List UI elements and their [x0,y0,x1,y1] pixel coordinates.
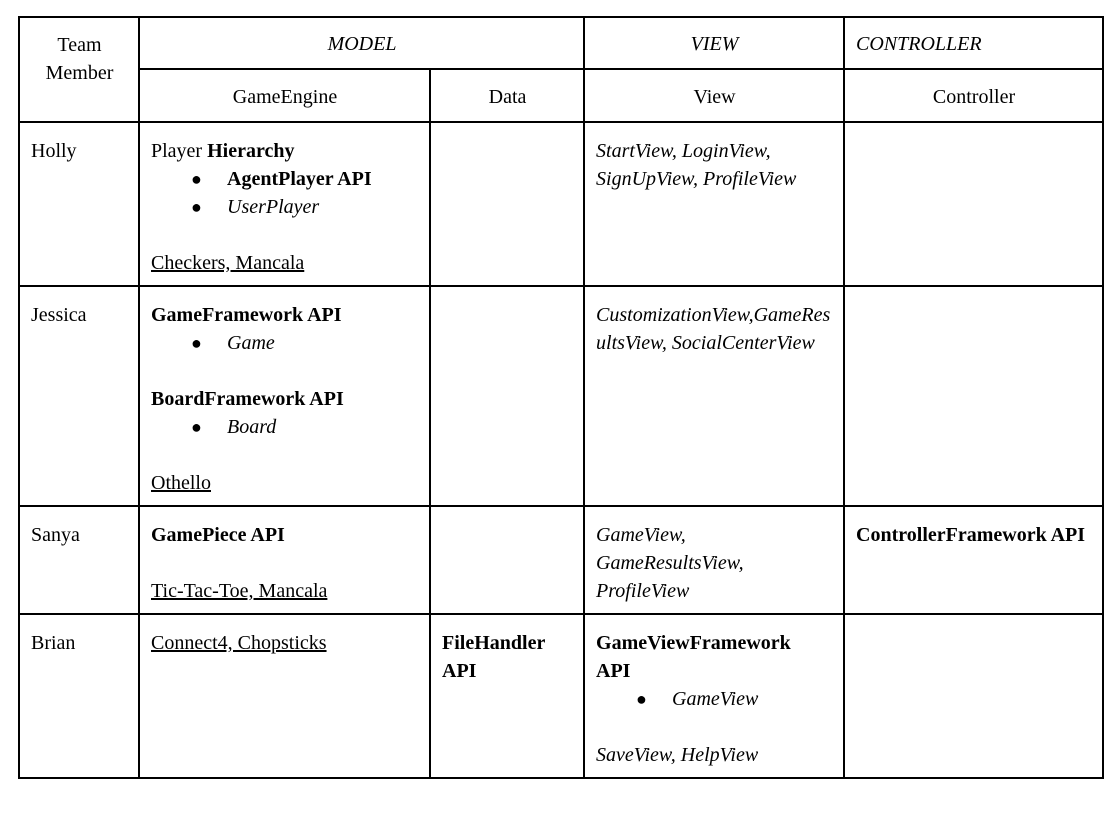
list-item: ● AgentPlayer API [151,165,419,193]
gameengine-cell [139,286,430,506]
data-cell: FileHandler API [430,614,584,778]
games-link[interactable]: Othello [151,472,211,494]
games-link[interactable]: Connect4, Chopsticks [151,632,327,654]
games-link[interactable]: Tic-Tac-Toe, Mancala [151,580,328,602]
api-title: GameFramework API [151,304,342,326]
gameengine-cell [139,122,430,286]
header-row-2 [19,69,1103,122]
hierarchy-title: Hierarchy [207,140,295,162]
view-cell [584,614,844,778]
view-cell: StartView, LoginView, SignUpView, ProfileView [584,122,844,286]
controller-cell: ControllerFramework API [844,506,1103,614]
list-item: ● UserPlayer [151,193,419,221]
player-hierarchy-line [151,137,419,165]
list-item: ● Game [151,329,419,357]
data-cell [430,286,584,506]
model-header: MODEL [139,17,584,69]
gameengine-cell [139,614,430,778]
member-cell: Jessica [19,286,139,506]
view-subheader: View [584,69,844,122]
view-cell: CustomizationView,GameResultsView, SocialCenterView [584,286,844,506]
member-cell: Holly [19,122,139,286]
hierarchy-prefix: Player [151,140,208,162]
api-title: GameViewFramework API [596,632,791,682]
header-row-1 [19,17,1103,69]
team-member-header-label: Team Member [45,34,114,84]
team-member-header [19,17,139,122]
table-row [19,506,1103,614]
view-cell: GameView, GameResultsView, ProfileView [584,506,844,614]
controller-subheader: Controller [844,69,1103,122]
controller-cell [844,122,1103,286]
team-responsibility-table [18,16,1104,779]
extra-views: SaveView, HelpView [596,744,759,766]
controller-cell [844,286,1103,506]
gameengine-cell [139,506,430,614]
member-cell: Brian [19,614,139,778]
list-item: ● GameView [596,685,833,713]
controller-cell [844,614,1103,778]
api-title: BoardFramework API [151,388,344,410]
table-row [19,614,1103,778]
data-cell [430,506,584,614]
api-title: GamePiece API [151,524,285,546]
view-header: VIEW [584,17,844,69]
member-cell: Sanya [19,506,139,614]
list-item: ● Board [151,413,419,441]
table-row [19,286,1103,506]
gameengine-subheader: GameEngine [139,69,430,122]
data-subheader: Data [430,69,584,122]
data-cell [430,122,584,286]
controller-header: CONTROLLER [844,17,1103,69]
games-link[interactable]: Checkers, Mancala [151,252,305,274]
table-row [19,122,1103,286]
